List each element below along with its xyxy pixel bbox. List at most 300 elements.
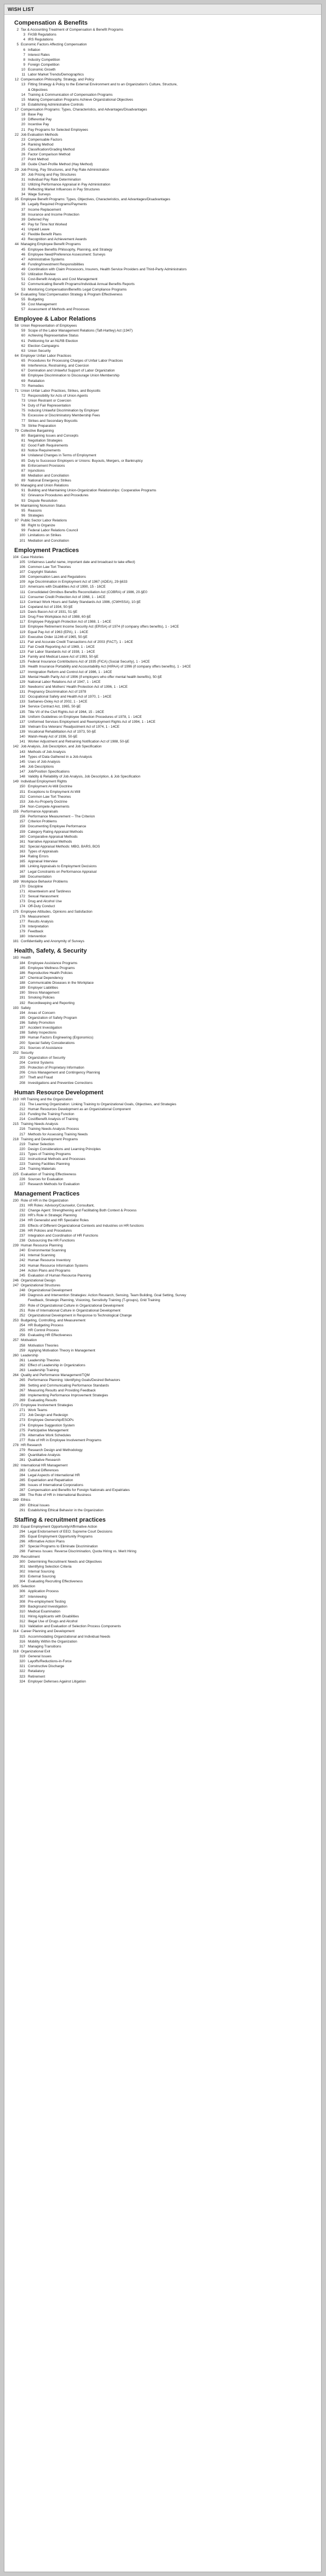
- list-item-subtopic: [4, 724, 321, 729]
- document-page: [4, 4, 322, 2572]
- list-item-subtopic: [4, 379, 321, 384]
- item-text: Davis Bacon Act of 1931, 51-§E: [28, 610, 78, 614]
- item-number: 126: [19, 665, 25, 669]
- item-number: 303: [19, 1575, 25, 1579]
- list-item-subtopic: [4, 1589, 321, 1594]
- item-text: Consumer Credit Protection Act of 1968, 1 - 14CE: [28, 595, 106, 599]
- item-number: 210: [13, 1097, 19, 1101]
- list-item-subtopic: [4, 720, 321, 724]
- item-number: 183: [13, 956, 19, 960]
- item-text: Retirement: [28, 1674, 45, 1679]
- list-item-topic: [4, 879, 321, 884]
- item-number: 201: [19, 1046, 25, 1050]
- item-text: Validation and Evaluation of Selection Process Components: [28, 1624, 121, 1629]
- item-text: Work Teams: [28, 1408, 48, 1413]
- item-number: 195: [19, 1016, 25, 1020]
- list-item-subtopic: [4, 433, 321, 438]
- item-number: 92: [21, 494, 25, 498]
- item-text: Establishing Ethical Behavior in the Organization: [28, 1508, 104, 1512]
- item-text: Uses of Job Analysis: [28, 759, 60, 764]
- item-number: 274: [19, 1423, 25, 1428]
- list-item-subtopic: [4, 764, 321, 769]
- item-number: 227: [19, 1182, 25, 1186]
- item-number: 230: [13, 1198, 19, 1203]
- list-item-subtopic: [4, 1534, 321, 1539]
- item-text: Inducing Unlawful Discrimination by Employer: [28, 409, 99, 413]
- item-number: 181: [13, 939, 19, 944]
- item-text: Pay Programs for Selected Employees: [28, 127, 88, 132]
- list-item-subtopic: [4, 232, 321, 237]
- item-text: Factor Comparison Method: [28, 153, 71, 157]
- list-item-subtopic: [4, 839, 321, 844]
- item-number: 314: [13, 1629, 19, 1634]
- item-number: 241: [19, 1254, 25, 1258]
- item-text: Organizational Development in Response to Technological Change: [28, 1313, 132, 1318]
- item-number: 73: [21, 399, 25, 403]
- item-text: Alternative Work Schedules: [28, 1433, 71, 1437]
- list-item-subtopic: [4, 473, 321, 478]
- item-text: Types of Training Programs: [28, 1152, 71, 1156]
- wish-list-content: [4, 15, 321, 1684]
- item-text: HR Roles: Advisory/Counselor, Consultant,: [28, 1204, 95, 1208]
- item-text: Non-Compete Agreements: [28, 804, 70, 809]
- item-number: 315: [19, 1634, 25, 1639]
- item-text: General Issues: [28, 1655, 52, 1658]
- item-text: Chemical Dependency: [28, 976, 64, 980]
- item-number: 9: [23, 62, 25, 67]
- item-number: 311: [19, 1615, 25, 1618]
- item-text: National Labor Relations Act of 1947, 1 - 14CE: [28, 680, 101, 684]
- list-item-subtopic: [4, 1453, 321, 1458]
- item-text: Managing Transitions: [28, 1644, 61, 1649]
- item-number: 222: [19, 1157, 25, 1162]
- item-text: Classification/Grading Method: [28, 148, 75, 152]
- item-number: 125: [19, 660, 25, 664]
- item-text: Deferred Pay: [28, 217, 49, 222]
- item-text: Administrative Systems: [28, 257, 65, 262]
- item-text: Retaliation: [28, 379, 45, 383]
- item-text: Employee Assistance Programs: [28, 961, 78, 965]
- list-item-subtopic: [4, 966, 321, 971]
- item-text: Managing Employee Benefit Programs: [21, 242, 81, 247]
- item-text: Career Planning and Development: [21, 1629, 75, 1634]
- item-text: Cost Management: [28, 302, 57, 306]
- list-item-subtopic: [4, 82, 321, 87]
- item-number: 129: [19, 680, 25, 684]
- list-item-subtopic: [4, 1253, 321, 1258]
- list-item-topic: [4, 1443, 321, 1448]
- list-item-topic: [4, 1051, 321, 1055]
- item-number: 66: [21, 364, 25, 368]
- page-header: [4, 4, 321, 15]
- list-item-subtopic: [4, 127, 321, 132]
- item-text: Off-Duty Conduct: [28, 904, 55, 909]
- item-number: 61: [21, 339, 25, 343]
- list-item-subtopic: [4, 1654, 321, 1659]
- list-item-subtopic: [4, 117, 321, 122]
- item-text: Intervention: [28, 935, 47, 939]
- item-number: 119: [19, 630, 25, 634]
- item-text: Environmental Scanning: [28, 1249, 66, 1253]
- list-item-topic: [4, 197, 321, 202]
- item-number: 114: [19, 605, 25, 609]
- item-number: 261: [19, 1358, 25, 1362]
- item-number: 272: [19, 1413, 25, 1418]
- list-item-subtopic: [4, 339, 321, 344]
- item-number: 6: [23, 48, 25, 52]
- list-item-subtopic: [4, 1142, 321, 1147]
- item-text: Linking Appraisals to Employment Decisions: [28, 865, 97, 869]
- item-text: Health: [21, 956, 31, 960]
- list-item-subtopic: [4, 1323, 321, 1328]
- item-text: Grievance Procedures and Procedures: [28, 494, 89, 498]
- list-item-subtopic: [4, 252, 321, 257]
- item-text: Effects of Different Organizational Contexts and Industries on HR functions: [28, 1223, 144, 1228]
- item-text: HR's Role in Strategic Planning: [28, 1214, 77, 1218]
- item-number: 213: [19, 1112, 25, 1116]
- list-item-subtopic: [4, 614, 321, 619]
- list-item-subtopic: [4, 1664, 321, 1669]
- item-number: 55: [21, 297, 25, 301]
- list-item-subtopic: [4, 869, 321, 874]
- item-text: Legal Aspects of International HR: [28, 1473, 80, 1477]
- item-number: 63: [21, 349, 25, 353]
- item-text: Training Facilities Planning: [28, 1162, 70, 1167]
- item-number: 302: [19, 1569, 25, 1574]
- item-number: 266: [19, 1383, 25, 1388]
- item-text: Compensation Philosophy, Strategy, and Policy: [21, 78, 94, 82]
- item-text: Change Agent: Strengthening and Facilitating Both Context & Process: [28, 1209, 137, 1213]
- list-item-subtopic: [4, 373, 321, 378]
- list-item-topic: [4, 42, 321, 47]
- item-text: HR Control Process: [28, 1328, 59, 1333]
- item-text: Cost-Benefit Analysis and Cost Management: [28, 277, 98, 282]
- item-text: Newborns' and Mothers' Health Protection Act of 1996, 1 - 14CE: [28, 684, 128, 689]
- list-item-subtopic: [4, 1313, 321, 1318]
- item-number: 224: [19, 1167, 25, 1171]
- list-item-subtopic: [4, 584, 321, 589]
- item-text: Accident Investigation: [28, 1026, 62, 1030]
- item-text: Diagnosis and Intervention Strategies: Action Research, Sensing, Team Building, Goal Setting, Survey: [28, 1293, 186, 1298]
- item-number: 40: [21, 222, 25, 227]
- item-number: 79: [14, 428, 19, 433]
- item-text: Pregnancy Discrimination Act of 1978: [28, 690, 87, 694]
- list-item-topic: [4, 388, 321, 393]
- list-item-subtopic: [4, 488, 321, 493]
- item-text: Sexual Harassment: [28, 895, 59, 899]
- item-text: Methods for Assessing Training Needs: [28, 1132, 88, 1136]
- item-number: 189: [19, 986, 25, 990]
- item-text: Strategies: [28, 513, 44, 518]
- list-item-subtopic: [4, 53, 321, 57]
- list-item-subtopic: [4, 1011, 321, 1016]
- item-text: Leadership Theories: [28, 1358, 60, 1362]
- item-text: Identifying Selection Criteria: [28, 1564, 72, 1569]
- item-number: 4: [23, 38, 25, 42]
- item-number: 263: [19, 1368, 25, 1373]
- item-text: Fair and Accurate Credit Transactions Act of 2003 (FACT), 1 - 14CE: [28, 640, 133, 644]
- item-text: Reproductive Health Policies: [28, 971, 73, 975]
- item-text: Job Pricing, Pay Structures, and Pay Rate Administration: [21, 167, 110, 172]
- item-number: 252: [19, 1313, 25, 1318]
- item-number: 185: [19, 966, 25, 970]
- list-item-subtopic: [4, 804, 321, 809]
- list-item-topic: [4, 167, 321, 172]
- item-number: 163: [19, 850, 25, 854]
- item-number: 285: [19, 1478, 25, 1482]
- list-item-subtopic: [4, 192, 321, 197]
- list-item-topic: [4, 27, 321, 32]
- list-item-subtopic: [4, 423, 321, 428]
- list-item-subtopic: [4, 565, 321, 570]
- list-item-subtopic: [4, 448, 321, 453]
- list-item-subtopic: [4, 1634, 321, 1639]
- list-item-subtopic: [4, 1046, 321, 1051]
- item-text: Leadership: [21, 1353, 38, 1357]
- item-text: Organization of Security: [28, 1055, 66, 1060]
- list-item-subtopic: [4, 819, 321, 824]
- item-text: Motivation Theories: [28, 1343, 59, 1348]
- list-item-subtopic: [4, 645, 321, 649]
- item-number: 236: [19, 1228, 25, 1233]
- list-item-subtopic: [4, 493, 321, 498]
- item-text: HR Budgeting Process: [28, 1324, 64, 1327]
- item-text: Bargaining Issues and Concepts: [28, 433, 79, 438]
- item-text: Trainer Selection: [28, 1142, 55, 1146]
- item-text: Petitioning for an NLRB Election: [28, 339, 78, 343]
- list-item-subtopic: [4, 88, 321, 92]
- item-text: Strike Preparation: [28, 423, 56, 428]
- list-item-subtopic: [4, 72, 321, 77]
- item-number: 74: [21, 404, 25, 408]
- item-number: 243: [19, 1263, 25, 1268]
- item-text: Protection of Proprietary Information: [28, 1066, 84, 1070]
- item-text: Security: [21, 1051, 34, 1055]
- list-item-subtopic: [4, 799, 321, 804]
- item-number: 270: [13, 1403, 19, 1407]
- item-text: Action Plans and Programs: [28, 1268, 71, 1273]
- item-text: Employee Benefit Programs: Types, Objectives, Characteristics, and Advantages/Disadvantages: [21, 198, 170, 202]
- item-text: Uniform Guidelines on Employee Selection Procedures of 1978, 1 - 14CE: [28, 715, 142, 719]
- list-item-subtopic: [4, 889, 321, 894]
- item-number: 312: [19, 1620, 25, 1624]
- list-item-subtopic: [4, 790, 321, 794]
- list-item-subtopic: [4, 1298, 321, 1303]
- item-number: 184: [19, 961, 25, 965]
- list-item-subtopic: [4, 1081, 321, 1086]
- list-item-subtopic: [4, 1162, 321, 1167]
- list-item-subtopic: [4, 419, 321, 423]
- list-item-subtopic: [4, 237, 321, 242]
- item-text: Job Pricing and Pay Structures: [28, 172, 76, 177]
- list-item-subtopic: [4, 854, 321, 859]
- item-number: 323: [19, 1674, 25, 1679]
- item-text: Scope of the Labor Management Relations (Taft-Hartley) Act (1947): [28, 329, 133, 333]
- item-text: Equal Employment Opportunity Programs: [28, 1535, 93, 1539]
- item-text: Employee Suggestion System: [28, 1423, 75, 1428]
- list-item-subtopic: [4, 413, 321, 418]
- item-number: 170: [19, 884, 25, 889]
- item-number: 5: [16, 43, 19, 47]
- item-text: Federal Labor Relations Council: [28, 529, 78, 533]
- item-number: 83: [21, 449, 25, 453]
- item-number: 31: [21, 177, 25, 182]
- list-item-subtopic: [4, 829, 321, 834]
- item-text: Constructive Discharge: [28, 1664, 65, 1669]
- item-number: 80: [21, 433, 25, 438]
- list-item-topic: [4, 483, 321, 488]
- list-item-subtopic: [4, 1147, 321, 1152]
- item-number: 250: [19, 1303, 25, 1308]
- item-number: 72: [21, 393, 25, 398]
- item-text: Vocational Rehabilitation Act of 1973, 50-§E: [28, 730, 96, 734]
- item-number: 276: [19, 1433, 25, 1437]
- list-item-topic: [4, 1649, 321, 1654]
- item-number: 178: [19, 924, 25, 929]
- item-number: 238: [19, 1238, 25, 1243]
- list-item-subtopic: [4, 694, 321, 699]
- item-text: Industry Competition: [28, 57, 60, 62]
- item-text: Strikes and Secondary Boycotts: [28, 419, 78, 423]
- list-item-subtopic: [4, 630, 321, 635]
- item-number: 36: [21, 202, 25, 207]
- item-number: 39: [21, 217, 25, 222]
- item-number: 196: [19, 1021, 25, 1025]
- item-text: Vietnam Era Veterans' Readjustment Act of 1974, 1 - 14CE: [28, 724, 119, 729]
- item-text: Instructional Methods and Processes: [28, 1157, 85, 1162]
- item-text: Employee Ownership/ESOPs: [28, 1418, 74, 1423]
- item-text: Determining Recruitment Needs and Objectives: [28, 1559, 102, 1564]
- item-number: 192: [19, 1001, 25, 1005]
- item-text: Pay for Time Not Worked: [28, 222, 67, 227]
- list-item-subtopic: [4, 624, 321, 629]
- list-item-subtopic: [4, 874, 321, 879]
- item-text: Comparative Appraisal Methods: [28, 834, 78, 839]
- item-text: Domination and Unlawful Support of Labor Organization: [28, 369, 115, 373]
- list-item-subtopic: [4, 1041, 321, 1046]
- item-number: 89: [21, 479, 25, 483]
- item-number: 93: [21, 498, 25, 503]
- item-text: Special Appraisal Methods: MBO, BARS, BOS: [28, 844, 100, 849]
- item-text: Sources of Assistance: [28, 1046, 62, 1050]
- item-number: 155: [13, 810, 19, 814]
- item-number: 297: [19, 1545, 25, 1549]
- item-text: Injunctions: [28, 468, 45, 473]
- list-item-subtopic: [4, 1001, 321, 1006]
- item-text: Confidentiality and Anonymity of Surveys: [21, 939, 84, 944]
- item-text: Union Representation of Employees: [21, 324, 77, 328]
- item-number: 59: [21, 329, 25, 333]
- item-text: Insurance and Income Protection: [28, 212, 79, 217]
- list-item-subtopic: [4, 1438, 321, 1443]
- item-text: Ethics: [21, 1498, 31, 1502]
- item-text: Quantitative Analysis: [28, 1453, 61, 1458]
- item-number: 298: [19, 1550, 25, 1554]
- item-text: Theft and Fraud: [28, 1076, 53, 1080]
- item-number: 14: [21, 92, 25, 97]
- list-item-subtopic: [4, 62, 321, 67]
- item-text: Economic Factors Affecting Compensation: [21, 43, 87, 47]
- item-text: Executive Order 11246 of 1965, 50-§E: [28, 635, 88, 639]
- item-text: Special Programs to Eliminate Discrimination: [28, 1545, 98, 1549]
- list-item-topic: [4, 292, 321, 297]
- item-text: Common Law Tort Theories: [28, 794, 71, 799]
- item-text: Mediation and Conciliation: [28, 473, 69, 478]
- list-item-subtopic: [4, 212, 321, 217]
- item-text: Union Restraint or Coercion: [28, 399, 71, 403]
- list-item-subtopic: [4, 1127, 321, 1132]
- item-text: Retaliatory: [28, 1669, 45, 1674]
- item-text: Interviewing: [28, 1594, 47, 1599]
- list-item-subtopic: [4, 1674, 321, 1679]
- item-text: HR Research: [21, 1443, 42, 1447]
- item-number: 294: [19, 1529, 25, 1534]
- list-item-subtopic: [4, 1182, 321, 1187]
- item-text: Occupational Safety and Health Act of 1970, 1 - 14CE: [28, 695, 112, 699]
- item-number: 115: [19, 610, 25, 614]
- list-item-topic: [4, 1338, 321, 1343]
- item-text: Good Faith Requirements: [28, 444, 68, 448]
- list-item-subtopic: [4, 929, 321, 934]
- item-text: Affirmative Action Plans: [28, 1540, 65, 1544]
- item-text: Job Evaluation Methods: [21, 132, 59, 137]
- item-number: 42: [21, 233, 25, 237]
- list-item-subtopic: [4, 1035, 321, 1040]
- item-number: 208: [19, 1081, 25, 1085]
- item-text: Feedback, Strategic Planning, Visioning, Sensitivity Training (T-groups), Grid Training: [28, 1298, 161, 1303]
- item-text: Training Needs Analysis: [21, 1122, 59, 1127]
- item-text: Worker Adjustment and Retraining Notification Act of 1988, 50-§E: [28, 740, 129, 744]
- item-number: 46: [21, 252, 25, 257]
- list-item-subtopic: [4, 222, 321, 227]
- item-text: Federal Insurance Contributions Act of 1935 (FICA) (Social Security), 1 - 14CE: [28, 660, 150, 664]
- item-number: 177: [19, 919, 25, 924]
- list-item-subtopic: [4, 67, 321, 72]
- list-item-subtopic: [4, 1508, 321, 1513]
- item-number: 7: [23, 53, 25, 57]
- item-text: Safety Inspections: [28, 1031, 57, 1035]
- list-item-subtopic: [4, 1208, 321, 1213]
- item-number: 108: [19, 575, 25, 579]
- list-item-subtopic: [4, 1203, 321, 1208]
- item-number: 202: [13, 1051, 19, 1055]
- list-item-topic: [4, 939, 321, 944]
- item-number: 153: [19, 799, 25, 804]
- item-number: 18: [21, 113, 25, 117]
- item-number: 20: [21, 123, 25, 127]
- item-text: Point Method: [28, 158, 49, 162]
- list-item-subtopic: [4, 247, 321, 252]
- item-number: 121: [19, 640, 25, 644]
- item-text: Safety: [21, 1006, 31, 1010]
- list-item-subtopic: [4, 1258, 321, 1263]
- item-text: Organization of Safety Program: [28, 1016, 77, 1020]
- item-number: 269: [19, 1398, 25, 1402]
- item-number: 255: [19, 1328, 25, 1333]
- list-item-subtopic: [4, 750, 321, 755]
- item-number: 248: [19, 1289, 25, 1293]
- item-number: 160: [19, 834, 25, 839]
- list-item-subtopic: [4, 207, 321, 212]
- item-text: Organizational Structures: [21, 1284, 61, 1287]
- list-item-topic: [4, 1243, 321, 1248]
- item-number: 206: [19, 1071, 25, 1075]
- list-item-subtopic: [4, 859, 321, 864]
- item-text: Role of International Culture in Organizational Development: [28, 1308, 121, 1313]
- item-text: Selection: [21, 1585, 36, 1589]
- item-number: 299: [13, 1554, 19, 1559]
- item-number: 50: [21, 272, 25, 277]
